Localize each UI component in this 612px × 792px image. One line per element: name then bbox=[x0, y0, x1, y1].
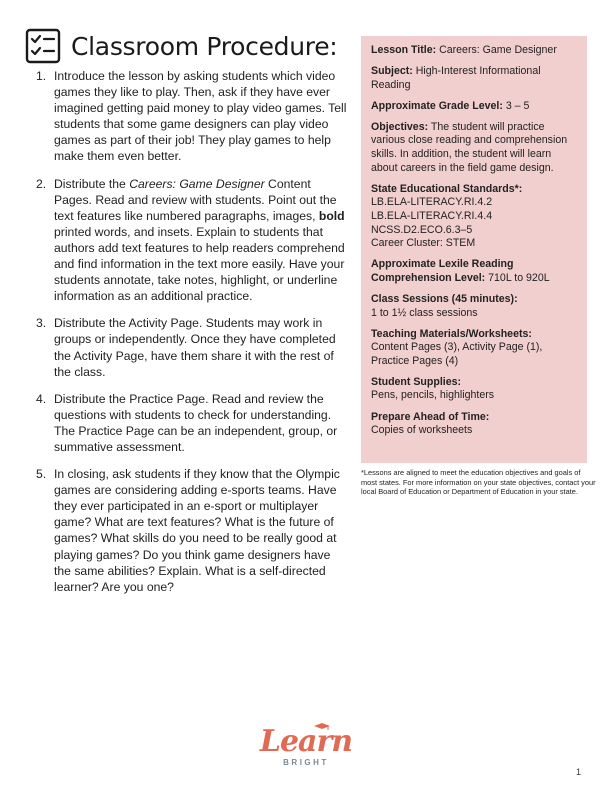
standard-item: Career Cluster: STEM bbox=[371, 237, 476, 250]
step-text-part: printed words, and insets. Explain to students that authors add text features to help readers comprehend and find information in the text more easily. Have your students annotate, take notes, highlight, or underline information as an additional practice. bbox=[54, 224, 345, 304]
procedure-step-1 bbox=[30, 68, 348, 165]
lesson-info-panel bbox=[361, 36, 587, 463]
field-value: The student will practice various close reading and comprehension skills. In addition, the student will learn about careers in the field game design. bbox=[371, 120, 568, 174]
bold-word: bold bbox=[318, 208, 345, 223]
field-value: Careers: Game Designer bbox=[436, 44, 557, 56]
field-value: High-Interest Informational Reading bbox=[371, 65, 541, 91]
field-label: Subject: bbox=[371, 65, 413, 78]
procedure-step-3 bbox=[30, 315, 348, 379]
field-label: Student Supplies: bbox=[371, 375, 462, 388]
student-supplies-field bbox=[371, 376, 577, 403]
field-label: Teaching Materials/Worksheets: bbox=[371, 327, 532, 340]
lexile-field bbox=[371, 258, 577, 285]
teaching-materials-field bbox=[371, 328, 577, 369]
procedure-step-2 bbox=[30, 176, 348, 305]
logo-subtitle: BRIGHT bbox=[283, 758, 329, 767]
field-value: 710L to 920L bbox=[485, 271, 550, 284]
checklist-icon bbox=[25, 28, 61, 64]
field-value: Copies of worksheets bbox=[371, 424, 473, 437]
page-number: 1 bbox=[576, 767, 582, 777]
procedure-step-4 bbox=[30, 391, 348, 455]
step-text-part: Distribute the bbox=[54, 176, 130, 191]
procedure-step-5 bbox=[30, 466, 348, 595]
objectives-field bbox=[371, 121, 577, 175]
standards-field bbox=[371, 183, 577, 251]
grade-level-field bbox=[371, 100, 577, 114]
step-number: 1. bbox=[36, 69, 47, 83]
standard-item: NCSS.D2.ECO.6.3–5 bbox=[371, 223, 473, 236]
step-text: In closing, ask students if they know that the Olympic games are considering adding e-sports teams. Have they ever participated in an e-sport or multiplayer game? What are text features? What is the future of games? What skills do you need to be really good at playing games? Do you think game designers have the same abilities? Explain. What is a self-directed learner? Are you one? bbox=[54, 467, 340, 594]
field-label: Approximate Grade Level: bbox=[371, 99, 503, 112]
field-label: Prepare Ahead of Time: bbox=[371, 410, 490, 423]
learn-bright-logo bbox=[256, 722, 356, 770]
field-label: Objectives: bbox=[371, 120, 429, 133]
field-label: Class Sessions (45 minutes): bbox=[371, 292, 518, 305]
field-value: Pens, pencils, highlighters bbox=[371, 389, 495, 402]
class-sessions-field bbox=[371, 293, 577, 320]
subject-field bbox=[371, 65, 577, 92]
field-value: Content Pages (3), Activity Page (1), Practice Pages (4) bbox=[371, 341, 543, 367]
step-number: 3. bbox=[36, 316, 47, 331]
page-header bbox=[25, 26, 337, 66]
step-number: 4. bbox=[36, 391, 47, 406]
field-label: State Educational Standards*: bbox=[371, 182, 523, 195]
step-text: Distribute the Practice Page. Read and review the questions with students to check for understanding. The Practice Page can be an independent, group, or summative assessment. bbox=[54, 391, 338, 454]
procedure-list bbox=[30, 68, 348, 606]
standards-footnote: *Lessons are aligned to meet the education objectives and goals of most states. For more information on your state objectives, contact your local Board of Education or Department of Education in your state. bbox=[361, 468, 596, 497]
page-title: Classroom Procedure: bbox=[71, 31, 338, 61]
prepare-ahead-field bbox=[371, 411, 577, 438]
field-value: 3 – 5 bbox=[502, 99, 530, 112]
step-number: 5. bbox=[36, 467, 47, 482]
field-label: Lesson Title: bbox=[371, 44, 437, 56]
step-text: Distribute the Activity Page. Students may work in groups or independently. Once they have completed the Activity Page, have them share it with the rest of the class. bbox=[54, 316, 336, 379]
standard-item: LB.ELA-LITERACY.RI.4.4 bbox=[371, 209, 493, 222]
logo-wordmark: Learn bbox=[259, 724, 353, 759]
step-text: Introduce the lesson by asking students which video games they like to play. Then, ask if they have ever imagined getting paid money to play video games. Tell students that some game designers can play video games as part of their job! They play games to help make them even better. bbox=[54, 69, 347, 164]
standard-item: LB.ELA-LITERACY.RI.4.2 bbox=[371, 196, 493, 209]
content-pages-title: Careers: Game Designer bbox=[129, 176, 265, 191]
step-number: 2. bbox=[36, 176, 47, 191]
lesson-title-field bbox=[371, 44, 577, 58]
step-text-part: Content Pages. Read and review with students. Point out the text features like numbered paragraphs, images, bbox=[54, 176, 337, 223]
field-value: 1 to 1½ class sessions bbox=[371, 306, 478, 319]
field-label: Approximate Lexile Reading Comprehension Level: bbox=[371, 258, 514, 284]
